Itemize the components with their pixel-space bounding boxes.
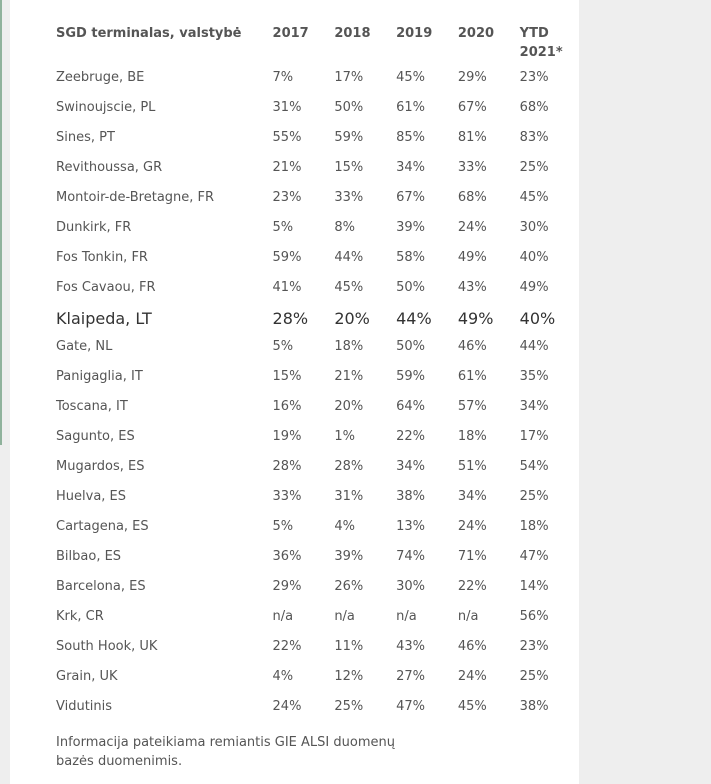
utilization-cell: 85% xyxy=(396,130,425,145)
utilization-cell: n/a xyxy=(457,609,479,624)
terminal-name-cell: Panigaglia, IT xyxy=(56,369,143,384)
utilization-cell: 34% xyxy=(396,459,425,474)
utilization-cell: 21% xyxy=(272,160,302,175)
utilization-cell: 59% xyxy=(334,130,364,145)
utilization-cell: 68% xyxy=(457,190,487,205)
table-row xyxy=(56,188,579,218)
table-header-row xyxy=(56,22,579,68)
utilization-cell: 8% xyxy=(334,220,355,235)
table-row xyxy=(56,278,579,308)
terminal-name-cell: Sagunto, ES xyxy=(56,429,135,444)
utilization-cell: 18% xyxy=(519,519,549,534)
utilization-cell: 51% xyxy=(457,459,487,474)
utilization-cell: 20% xyxy=(334,309,370,328)
table-row xyxy=(56,98,579,128)
utilization-cell: 24% xyxy=(457,220,487,235)
table-row xyxy=(56,248,579,278)
utilization-cell: n/a xyxy=(272,609,294,624)
utilization-cell: 45% xyxy=(519,190,549,205)
utilization-cell: 28% xyxy=(272,459,302,474)
table-row xyxy=(56,667,579,697)
utilization-cell: 22% xyxy=(272,639,302,654)
utilization-cell: 23% xyxy=(519,639,549,654)
table-row xyxy=(56,487,579,517)
utilization-cell: 47% xyxy=(396,699,425,714)
utilization-cell: 46% xyxy=(457,639,487,654)
table-row xyxy=(56,308,579,337)
terminal-name-cell: Vidutinis xyxy=(56,699,113,714)
terminal-name-cell: South Hook, UK xyxy=(56,639,158,654)
utilization-cell: 49% xyxy=(457,309,494,328)
utilization-cell: 39% xyxy=(396,220,425,235)
utilization-cell: 57% xyxy=(457,399,487,414)
utilization-cell: 17% xyxy=(519,429,549,444)
utilization-cell: 18% xyxy=(457,429,487,444)
utilization-cell: 49% xyxy=(457,250,487,265)
utilization-cell: 61% xyxy=(457,369,487,384)
utilization-cell: 15% xyxy=(272,369,302,384)
utilization-cell: 1% xyxy=(334,429,355,444)
lng-terminal-utilization-table xyxy=(56,22,579,727)
utilization-cell: 7% xyxy=(272,70,294,85)
utilization-cell: 45% xyxy=(396,70,425,85)
utilization-cell: 17% xyxy=(334,70,364,85)
utilization-cell: 21% xyxy=(334,369,364,384)
utilization-cell: 64% xyxy=(396,399,425,414)
header-ytd-2021-label: YTD 2021* xyxy=(519,26,563,60)
utilization-cell: 18% xyxy=(334,339,364,354)
utilization-cell: 35% xyxy=(519,369,549,384)
terminal-name-cell: Montoir-de-Bretagne, FR xyxy=(56,190,215,205)
terminal-name-cell: Dunkirk, FR xyxy=(56,220,132,235)
utilization-cell: 4% xyxy=(272,669,294,684)
table-row xyxy=(56,697,579,727)
table-row xyxy=(56,397,579,427)
terminal-name-cell: Huelva, ES xyxy=(56,489,127,504)
utilization-cell: 25% xyxy=(519,160,549,175)
terminal-name-cell: Toscana, IT xyxy=(56,399,128,414)
utilization-cell: 5% xyxy=(272,519,294,534)
utilization-cell: 83% xyxy=(519,130,549,145)
utilization-cell: 27% xyxy=(396,669,425,684)
utilization-cell: 44% xyxy=(519,339,549,354)
utilization-cell: n/a xyxy=(396,609,417,624)
utilization-cell: n/a xyxy=(334,609,355,624)
utilization-cell: 25% xyxy=(519,669,549,684)
utilization-cell: 59% xyxy=(272,250,302,265)
utilization-cell: 22% xyxy=(396,429,425,444)
utilization-cell: 28% xyxy=(272,309,309,328)
utilization-cell: 12% xyxy=(334,669,364,684)
utilization-cell: 16% xyxy=(272,399,302,414)
utilization-cell: 34% xyxy=(519,399,549,414)
terminal-name-cell: Barcelona, ES xyxy=(56,579,146,594)
header-2020: 2020 xyxy=(457,26,495,41)
terminal-name-cell: Sines, PT xyxy=(56,130,115,145)
utilization-cell: 31% xyxy=(272,100,302,115)
utilization-cell: 14% xyxy=(519,579,549,594)
table-row xyxy=(56,637,579,667)
utilization-cell: 38% xyxy=(519,699,549,714)
utilization-cell: 59% xyxy=(396,369,425,384)
terminal-name-cell: Swinoujscie, PL xyxy=(56,100,156,115)
utilization-cell: 44% xyxy=(334,250,364,265)
utilization-cell: 26% xyxy=(334,579,364,594)
utilization-cell: 67% xyxy=(396,190,425,205)
terminal-name-cell: Klaipeda, LT xyxy=(56,309,152,328)
utilization-cell: 71% xyxy=(457,549,487,564)
utilization-cell: 45% xyxy=(457,699,487,714)
utilization-cell: 44% xyxy=(396,309,432,328)
utilization-cell: 33% xyxy=(457,160,487,175)
article-content xyxy=(10,0,579,784)
left-sidebar-strip xyxy=(0,0,10,784)
table-row xyxy=(56,218,579,248)
header-2018: 2018 xyxy=(334,26,371,41)
table-row xyxy=(56,68,579,98)
terminal-name-cell: Revithoussa, GR xyxy=(56,160,163,175)
utilization-cell: 40% xyxy=(519,309,556,328)
utilization-cell: 13% xyxy=(396,519,425,534)
utilization-cell: 29% xyxy=(272,579,302,594)
utilization-cell: 31% xyxy=(334,489,364,504)
utilization-cell: 67% xyxy=(457,100,487,115)
terminal-name-cell: Gate, NL xyxy=(56,339,113,354)
table-row xyxy=(56,128,579,158)
utilization-cell: 61% xyxy=(396,100,425,115)
utilization-cell: 19% xyxy=(272,429,302,444)
source-footnote: Informacija pateikiama remiantis GIE ALSI duomenų bazės duomenimis. xyxy=(56,735,395,769)
utilization-cell: 23% xyxy=(519,70,549,85)
terminal-name-cell: Mugardos, ES xyxy=(56,459,145,474)
terminal-name-cell: Zeebruge, BE xyxy=(56,70,145,85)
utilization-cell: 5% xyxy=(272,339,294,354)
terminal-name-cell: Fos Cavaou, FR xyxy=(56,280,156,295)
utilization-cell: 47% xyxy=(519,549,549,564)
header-2017: 2017 xyxy=(272,26,309,41)
header-2019: 2019 xyxy=(396,26,433,41)
table-row xyxy=(56,427,579,457)
table-row xyxy=(56,367,579,397)
right-sidebar-strip xyxy=(579,0,711,784)
header-terminal: SGD terminalas, valstybė xyxy=(56,26,242,41)
utilization-cell: 56% xyxy=(519,609,549,624)
table-row xyxy=(56,547,579,577)
utilization-cell: 4% xyxy=(334,519,355,534)
utilization-cell: 43% xyxy=(457,280,487,295)
table-row xyxy=(56,158,579,188)
utilization-cell: 24% xyxy=(272,699,302,714)
utilization-cell: 68% xyxy=(519,100,549,115)
terminal-name-cell: Bilbao, ES xyxy=(56,549,122,564)
utilization-cell: 54% xyxy=(519,459,549,474)
utilization-cell: 41% xyxy=(272,280,302,295)
table-row xyxy=(56,517,579,547)
terminal-name-cell: Krk, CR xyxy=(56,609,104,624)
terminal-name-cell: Grain, UK xyxy=(56,669,118,684)
utilization-cell: 24% xyxy=(457,669,487,684)
utilization-cell: 50% xyxy=(396,280,425,295)
utilization-cell: 28% xyxy=(334,459,364,474)
utilization-cell: 5% xyxy=(272,220,294,235)
utilization-cell: 33% xyxy=(334,190,364,205)
terminal-name-cell: Cartagena, ES xyxy=(56,519,149,534)
utilization-cell: 40% xyxy=(519,250,549,265)
table-row xyxy=(56,607,579,637)
utilization-cell: 81% xyxy=(457,130,487,145)
header-ytd-2021 xyxy=(520,22,579,68)
table-row xyxy=(56,457,579,487)
utilization-cell: 38% xyxy=(396,489,425,504)
utilization-cell: 45% xyxy=(334,280,364,295)
utilization-cell: 11% xyxy=(334,639,364,654)
table-row xyxy=(56,577,579,607)
utilization-cell: 24% xyxy=(457,519,487,534)
utilization-cell: 58% xyxy=(396,250,425,265)
utilization-cell: 15% xyxy=(334,160,364,175)
utilization-cell: 33% xyxy=(272,489,302,504)
utilization-cell: 30% xyxy=(396,579,425,594)
terminal-name-cell: Fos Tonkin, FR xyxy=(56,250,148,265)
utilization-cell: 34% xyxy=(396,160,425,175)
utilization-cell: 36% xyxy=(272,549,302,564)
utilization-cell: 30% xyxy=(519,220,549,235)
utilization-cell: 34% xyxy=(457,489,487,504)
accent-line xyxy=(0,0,2,445)
utilization-cell: 39% xyxy=(334,549,364,564)
utilization-cell: 23% xyxy=(272,190,302,205)
utilization-cell: 74% xyxy=(396,549,425,564)
utilization-cell: 20% xyxy=(334,399,364,414)
utilization-cell: 49% xyxy=(519,280,549,295)
utilization-cell: 43% xyxy=(396,639,425,654)
table-body xyxy=(56,68,579,727)
utilization-cell: 50% xyxy=(396,339,425,354)
utilization-cell: 29% xyxy=(457,70,487,85)
utilization-cell: 25% xyxy=(334,699,364,714)
utilization-cell: 46% xyxy=(457,339,487,354)
utilization-cell: 25% xyxy=(519,489,549,504)
table-row xyxy=(56,337,579,367)
utilization-cell: 55% xyxy=(272,130,302,145)
utilization-cell: 50% xyxy=(334,100,364,115)
utilization-cell: 22% xyxy=(457,579,487,594)
